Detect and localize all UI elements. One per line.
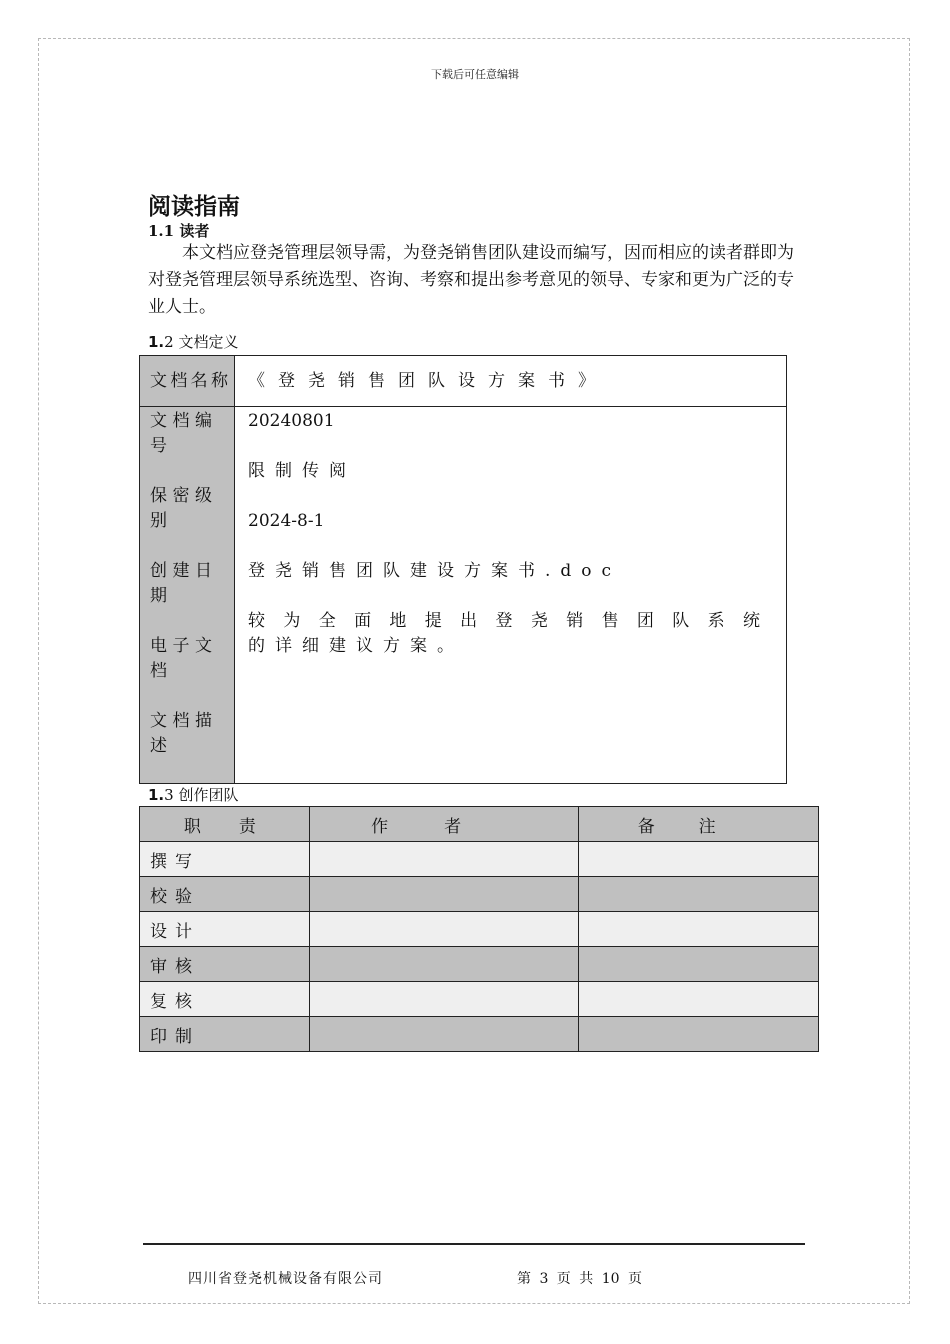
doc-details-labels [140,407,235,784]
label-doc-number: 文档编号 [150,411,212,456]
value-secrecy: 限制传阅 [248,461,356,481]
readers-paragraph: 本文档应登尧管理层领导需，为登尧销售团队建设而编写，因而相应的读者群即为对登尧管理层领导系统选型、咨询、考察和提出参考意见的领导、专家和更为广泛的专业人士。 [148,243,794,317]
header-remark: 备注 [579,807,819,842]
table-row [140,982,819,1017]
section-definition-title: 2 文档定义 [164,333,239,351]
section-team-number: 1. [148,786,165,804]
doc-details-row [140,407,787,784]
remark-cell [579,947,819,982]
document-definition-table [139,355,787,784]
page-title: 阅读指南 [148,194,240,220]
table-row [140,912,819,947]
section-definition-number: 1. [148,333,165,351]
section-readers-heading [148,220,209,241]
section-definition-heading [148,331,238,352]
doc-details-values [235,407,787,784]
remark-cell [579,912,819,947]
role-cell: 审核 [140,947,310,982]
table-row [140,947,819,982]
header-note: 下载后可任意编辑 [431,68,519,81]
table-row [140,877,819,912]
table-row [140,842,819,877]
header-author: 作者 [309,807,579,842]
doc-name-label: 文档名称 [140,356,235,407]
team-header-row [140,807,819,842]
value-description-line2: 的详细建议方案。 [248,636,464,656]
author-cell [309,877,579,912]
doc-name-row [140,356,787,407]
section-readers-title: 读者 [179,222,210,240]
role-cell: 设计 [140,912,310,947]
value-create-date: 2024-8-1 [248,511,325,531]
role-cell: 撰写 [140,842,310,877]
value-electronic-file: 登尧销售团队建设方案书.doc [248,561,622,581]
author-cell [309,947,579,982]
section-team-title: 3 创作团队 [164,786,239,804]
label-create-date: 创建日期 [150,561,212,606]
role-cell: 印制 [140,1017,310,1052]
creation-team-table [139,806,819,1052]
author-cell [309,842,579,877]
remark-cell [579,877,819,912]
section-readers-number: 1.1 [148,222,175,240]
remark-cell [579,982,819,1017]
value-doc-number: 20240801 [248,411,335,431]
section-team-heading [148,784,238,805]
footer-divider [143,1243,805,1245]
author-cell [309,912,579,947]
role-cell: 复核 [140,982,310,1017]
author-cell [309,982,579,1017]
role-cell: 校验 [140,877,310,912]
header-role: 职责 [140,807,310,842]
value-description-line1: 较为全面地提出登尧销售团队系统 [248,611,766,631]
footer-company: 四川省登尧机械设备有限公司 [188,1271,383,1287]
label-electronic-file: 电子文档 [150,636,212,681]
remark-cell [579,1017,819,1052]
table-row [140,1017,819,1052]
label-description: 文档描述 [150,711,212,756]
label-secrecy: 保密级别 [150,486,212,531]
footer-page-number: 第 3 页 共 10 页 [517,1271,642,1287]
remark-cell [579,842,819,877]
doc-name-value: 《登尧销售团队设方案书》 [235,356,787,407]
author-cell [309,1017,579,1052]
